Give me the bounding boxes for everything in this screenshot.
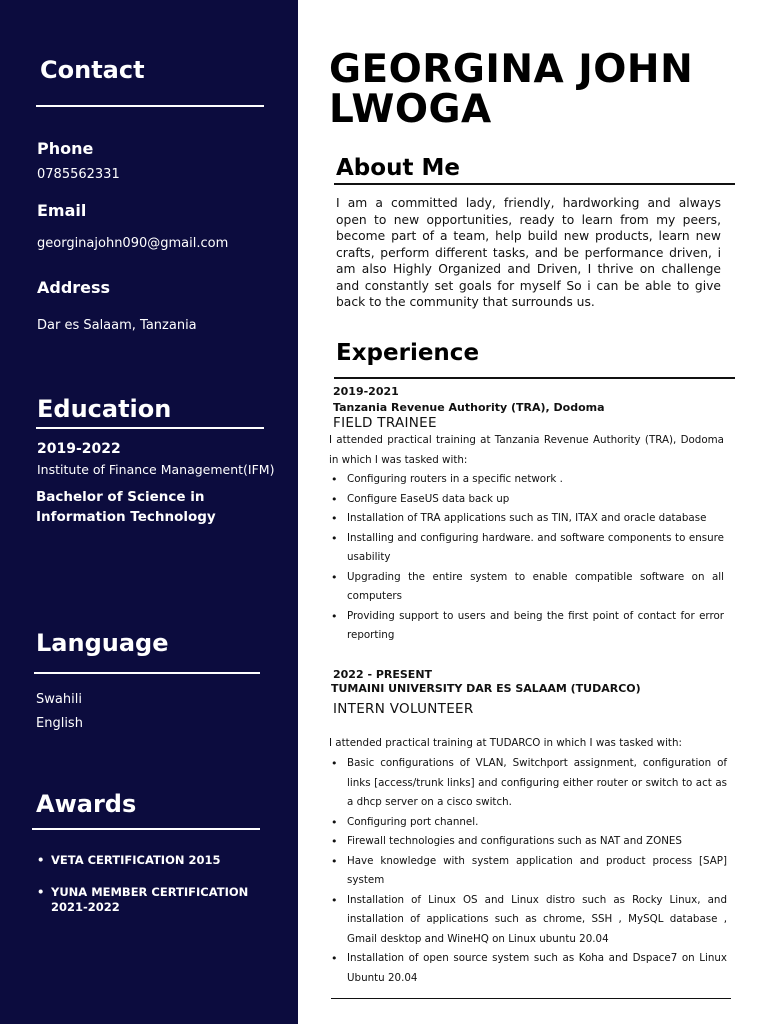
job-role: FIELD TRAINEE — [333, 415, 437, 431]
language-divider — [34, 672, 260, 674]
job-task: • Installation of TRA applications such as TIN, ITAX and oracle database — [329, 509, 724, 529]
job-organization: TUMAINI UNIVERSITY DAR ES SALAAM (TUDARCO) — [331, 682, 641, 695]
education-degree-line2: Information Technology — [36, 509, 216, 525]
education-degree-line1: Bachelor of Science in — [36, 489, 205, 505]
awards-heading: Awards — [36, 790, 137, 818]
award-item: • YUNA MEMBER CERTIFICATION 2021-2022 — [35, 885, 270, 915]
language-item: English — [36, 716, 83, 731]
education-institution: Institute of Finance Management(IFM) — [37, 462, 275, 477]
job-task: • Configure EaseUS data back up — [329, 490, 724, 510]
about-heading: About Me — [336, 155, 460, 181]
phone-value: 0785562331 — [37, 167, 120, 182]
job-task: • Installation of Linux OS and Linux distro such as Rocky Linux, and installation of applications such as chrome, SSH , MySQL database , Gmail desktop and WineHQ on Linux ubuntu 20.04 — [329, 891, 727, 950]
sidebar — [0, 0, 298, 1024]
job-task-list — [329, 754, 727, 988]
email-value: georginajohn090@gmail.com — [37, 236, 229, 251]
job-task: • Installing and configuring hardware. and software components to ensure usability — [329, 529, 724, 568]
phone-label: Phone — [37, 139, 94, 158]
email-label: Email — [37, 201, 87, 220]
language-heading: Language — [36, 629, 169, 657]
job-intro: I attended practical training at TUDARCO in which I was tasked with: — [329, 737, 682, 749]
job-task: • Have knowledge with system application and product process [SAP] system — [329, 852, 727, 891]
job-role: INTERN VOLUNTEER — [333, 701, 474, 717]
contact-heading: Contact — [40, 56, 145, 84]
about-text: I am a committed lady, friendly, hardworking and always open to new opportunities, ready to learn from my peers, become part of a team, help build new products, learn new crafts, perform different tasks, and be performance driven, i am also Highly Organized and Driven, I thrive on challenge and constantly set goals for myself So i can be able to give back to the community that surrounds us. — [336, 196, 721, 309]
job-intro: I attended practical training at Tanzania Revenue Authority (TRA), Dodoma in which I was tasked with: — [329, 434, 724, 466]
address-label: Address — [37, 278, 111, 297]
job-task-list — [329, 470, 724, 646]
award-item: • VETA CERTIFICATION 2015 — [35, 853, 270, 868]
job-task: • Firewall technologies and configurations such as NAT and ZONES — [329, 832, 727, 852]
job-task: • Providing support to users and being the first point of contact for error reporting — [329, 607, 724, 646]
job-dates: 2022 - PRESENT — [333, 668, 433, 681]
about-divider — [334, 183, 735, 185]
job-organization: Tanzania Revenue Authority (TRA), Dodoma — [333, 401, 605, 414]
experience-heading: Experience — [336, 340, 480, 366]
job-task: • Upgrading the entire system to enable compatible software on all computers — [329, 568, 724, 607]
bottom-divider — [331, 998, 731, 999]
contact-divider — [36, 105, 264, 107]
name-line2: LWOGA — [329, 87, 492, 132]
awards-divider — [32, 828, 260, 830]
job-task: • Installation of open source system such as Koha and Dspace7 on Linux Ubuntu 20.04 — [329, 949, 727, 988]
job-task: • Basic configurations of VLAN, Switchport assignment, configuration of links [access/trunk links] and configuring either router or switch to act as a dhcp server on a cisco switch. — [329, 754, 727, 813]
education-years: 2019-2022 — [37, 441, 121, 457]
education-heading: Education — [37, 395, 172, 423]
job-task: • Configuring routers in a specific network . — [329, 470, 724, 490]
address-value: Dar es Salaam, Tanzania — [37, 318, 197, 333]
language-item: Swahili — [36, 692, 82, 707]
experience-divider — [334, 377, 735, 379]
job-task: • Configuring port channel. — [329, 813, 727, 833]
education-divider — [36, 427, 264, 429]
awards-list — [35, 853, 270, 932]
job-dates: 2019-2021 — [333, 385, 399, 398]
name-line1: GEORGINA JOHN — [329, 47, 694, 92]
